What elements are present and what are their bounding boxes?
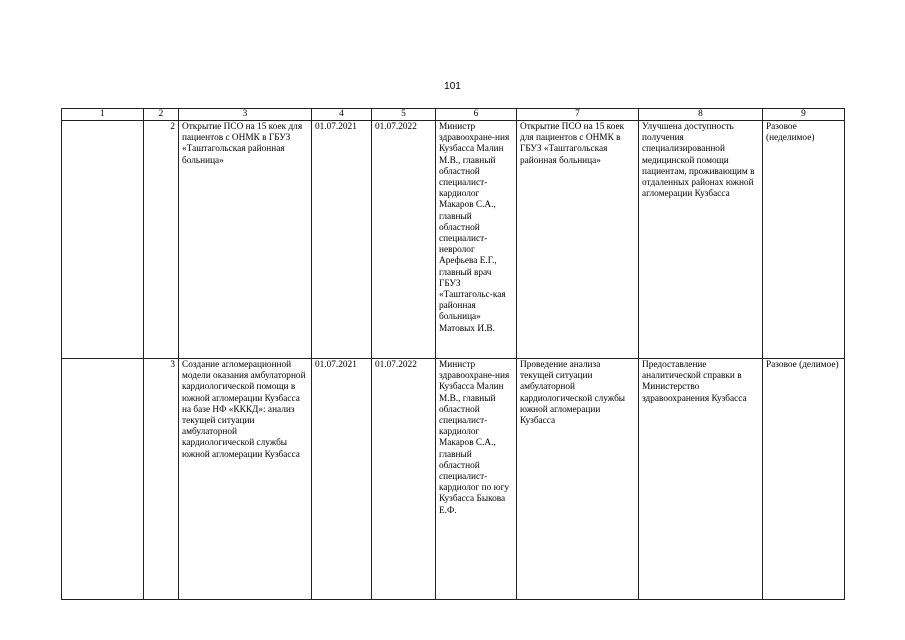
row-section-cell — [62, 359, 144, 600]
table-row — [62, 121, 845, 359]
result-cell: Открытие ПСО на 15 коек для пациентов с ОНМК в ГБУЗ «Таштагольская районная больница» — [517, 121, 639, 359]
indicator-cell: Улучшена доступность получения специализированной медицинской помощи пациентам, проживающим в отдаленных районах южной агломерации Кузбасса — [639, 121, 763, 359]
indicator-cell: Предоставление аналитической справки в Министерство здравоохранения Кузбасса — [639, 359, 763, 600]
column-header: 1 — [62, 109, 144, 121]
responsible-cell: Министр здравоохране-ния Кузбасса Малин М.В., главный областной специалист-кардиолог Макаров С.А., главный областной специалист-кардиолог по югу Кузбасса Быкова Е.Ф. — [436, 359, 517, 600]
start-date-cell: 01.07.2021 — [312, 121, 372, 359]
table-header-row — [62, 109, 845, 121]
result-cell: Проведение анализа текущей ситуации амбулаторной кардиологической службы южной агломерации Кузбасса — [517, 359, 639, 600]
responsible-cell: Министр здравоохране-ния Кузбасса Малин М.В., главный областной специалист-кардиолог Макаров С.А., главный областной специалист-невролог Арефьева Е.Г., главный врач ГБУЗ «Таштагольс-кая районная больница» Матовых И.В. — [436, 121, 517, 359]
type-cell: Разовое (делимое) — [763, 359, 845, 600]
table-row — [62, 359, 845, 600]
column-header: 8 — [639, 109, 763, 121]
event-cell: Открытие ПСО на 15 коек для пациентов с ОНМК в ГБУЗ «Таштагольская районная больница» — [179, 121, 312, 359]
row-number-cell: 2 — [144, 121, 179, 359]
activities-table — [61, 108, 845, 600]
row-number-cell: 3 — [144, 359, 179, 600]
row-section-cell — [62, 121, 144, 359]
start-date-cell: 01.07.2021 — [312, 359, 372, 600]
column-header: 6 — [436, 109, 517, 121]
page-number: 101 — [444, 81, 461, 92]
end-date-cell: 01.07.2022 — [372, 121, 436, 359]
type-cell: Разовое (неделимое) — [763, 121, 845, 359]
column-header: 7 — [517, 109, 639, 121]
end-date-cell: 01.07.2022 — [372, 359, 436, 600]
column-header: 3 — [179, 109, 312, 121]
event-cell: Создание агломерационной модели оказания амбулаторной кардиологической помощи в южной агломерации Кузбасса на базе НФ «КККД»: анализ текущей ситуации амбулаторной кардиологической службы южной агломерации Кузбасса — [179, 359, 312, 600]
column-header: 9 — [763, 109, 845, 121]
column-header: 5 — [372, 109, 436, 121]
column-header: 4 — [312, 109, 372, 121]
column-header: 2 — [144, 109, 179, 121]
